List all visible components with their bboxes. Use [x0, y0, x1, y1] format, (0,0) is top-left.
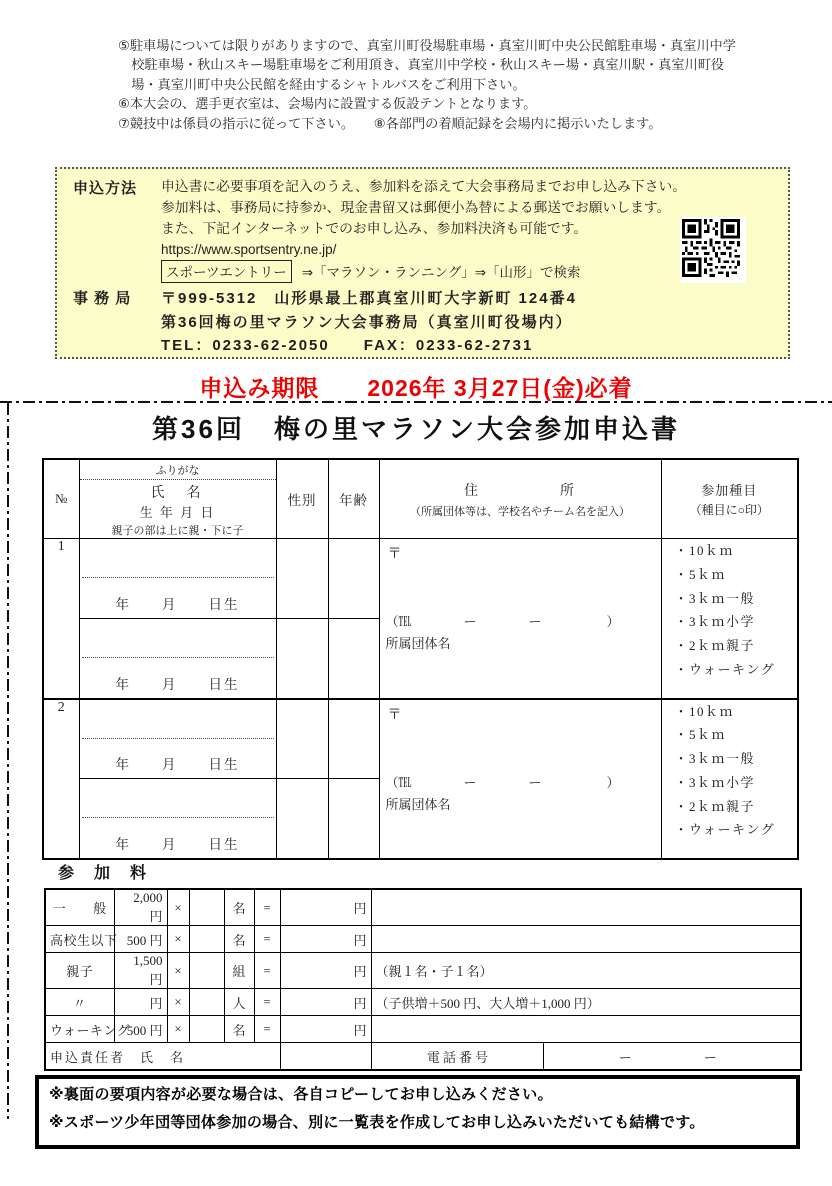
header-event-label: 参加種目 [701, 483, 758, 498]
equals-sign: = [254, 953, 280, 989]
fee-count-field [189, 889, 224, 926]
fee-category: ウォーキング [45, 1016, 114, 1043]
event-option: ・2ｋｍ親子 [674, 798, 756, 814]
deadline-text: 申込み期限 2026年 3月27日(金)必着 [199, 375, 633, 401]
fee-amount-field: 円 [280, 926, 371, 953]
fee-row-general [45, 889, 801, 926]
age-field [328, 619, 379, 699]
fee-count-field [189, 953, 224, 989]
birthdate-label: 年 月 日生 [115, 836, 240, 852]
gender-field [276, 539, 328, 619]
event-option: ・ウォーキング [674, 661, 776, 677]
application-info-box [55, 167, 790, 359]
fee-count-field [189, 1016, 224, 1043]
group-name-label: 所属団体名 [385, 636, 451, 651]
sports-entry-label: スポーツエントリー [161, 260, 292, 283]
tel-line: （℡ ー ー ） [385, 614, 620, 629]
fee-unit: 組 [224, 953, 254, 989]
fee-category: 高校生以下 [45, 926, 114, 953]
entry-url: https://www.sportsentry.ne.jp/ [161, 241, 337, 257]
fee-heading: 参 加 料 [58, 865, 149, 882]
gender-field [276, 779, 328, 859]
row-number: 2 [43, 699, 79, 859]
fee-unit: 名 [224, 889, 254, 926]
entry-search-path: ⇒「マラソン・ランニング」⇒「山形」で検索 [301, 265, 581, 281]
method-line: 申込書に必要事項を記入のうえ、参加料を添えて大会事務局までお申し込み下さい。 [161, 179, 687, 194]
fee-amount-field: 円 [280, 953, 371, 989]
header-address [379, 459, 661, 539]
header-age: 年齢 [328, 459, 379, 539]
equals-sign: = [254, 926, 280, 953]
fee-price: 500 円 [114, 1016, 167, 1043]
event-option: ・10ｋｍ [674, 543, 735, 558]
office-label: 事 務 局 [73, 289, 132, 307]
furigana-line [82, 738, 274, 739]
address-field [379, 699, 661, 859]
phone-label: 電話番号 [376, 1043, 544, 1069]
fee-row-ditto [45, 989, 801, 1016]
fee-category: 〃 [45, 989, 114, 1016]
phone-field: ー ー [618, 1049, 721, 1065]
event-option: ・2ｋｍ親子 [674, 638, 756, 654]
fee-unit: 人 [224, 989, 254, 1016]
note-changing-room: ⑥本大会の、選手更衣室は、会場内に設置する仮設テントとなります。 [118, 96, 537, 112]
age-field [328, 699, 379, 779]
fee-row-highschool [45, 926, 801, 953]
office-tel-fax-line: TEL：0233-62-2050 FAX：0233-62-2731 [161, 337, 534, 355]
fee-price: 500 円 [114, 926, 167, 953]
header-address-label: 住 所 [464, 483, 576, 499]
birthdate-label: 年 月 日生 [115, 676, 240, 692]
fee-amount-field: 円 [280, 989, 371, 1016]
entry-table-header-row [43, 459, 798, 539]
equals-sign: = [254, 989, 280, 1016]
event-option: ・ウォーキング [674, 822, 776, 838]
fee-count-field [189, 989, 224, 1016]
multiply-sign: × [167, 926, 189, 953]
furigana-line [82, 657, 274, 658]
header-birthdate-label: 生 年 月 日 [139, 505, 216, 520]
event-option: ・3ｋｍ一般 [674, 751, 756, 767]
postal-mark: 〒 [387, 707, 402, 723]
furigana-line [82, 577, 274, 578]
bottom-note-copy: ※裏面の要項内容が必要な場合は、各自コピーしてお申し込みください。 [49, 1086, 553, 1103]
name-field-parent [79, 699, 276, 779]
note-instructions-and-results: ⑦競技中は係員の指示に従って下さい。 ⑧各部門の着順記録を会場内に掲示いたします。 [118, 115, 662, 131]
event-option: ・3ｋｍ小学 [674, 774, 756, 790]
method-label: 申込方法 [73, 180, 138, 197]
age-field [328, 539, 379, 619]
fee-amount-field: 円 [280, 1016, 371, 1043]
multiply-sign: × [167, 1016, 189, 1043]
fee-amount-field: 円 [280, 889, 371, 926]
bottom-notes-box [35, 1075, 800, 1149]
phone-section [371, 1043, 801, 1071]
event-options [661, 699, 798, 859]
fee-category: 一 般 [45, 889, 114, 926]
equals-sign: = [254, 889, 280, 926]
name-field-child [79, 779, 276, 859]
fee-row-parent-child [45, 953, 801, 989]
event-option: ・5ｋｍ [674, 566, 727, 582]
age-field [328, 779, 379, 859]
tel-line: （℡ ー ー ） [385, 774, 620, 790]
fee-price: 2,000 円 [114, 889, 167, 926]
event-options [661, 539, 798, 699]
method-line: また、下記インターネットでのお申し込み、参加料決済も可能です。 [161, 220, 588, 236]
entry-row-1 [43, 539, 798, 619]
multiply-sign: × [167, 953, 189, 989]
header-event-note: （種目に○印） [689, 503, 769, 517]
fee-note: （親１名・子１名） [371, 953, 801, 989]
bottom-note-group: ※スポーツ少年団等団体参加の場合、別に一覧表を作成してお申し込みいただいても結構です。 [49, 1114, 705, 1131]
name-field-child [79, 619, 276, 699]
header-parent-child-note: 親子の部は上に親・下に子 [111, 525, 244, 537]
header-name [79, 459, 276, 539]
name-field-parent [79, 539, 276, 619]
header-address-note: （所属団体等は、学校名やチーム名を記入） [410, 505, 630, 518]
fee-row-walking [45, 1016, 801, 1043]
multiply-sign: × [167, 889, 189, 926]
fee-note [371, 926, 801, 953]
address-field [379, 539, 661, 699]
cut-line-horizontal [0, 401, 832, 403]
header-event [661, 459, 798, 539]
fee-note [371, 1016, 801, 1043]
event-option: ・3ｋｍ一般 [674, 590, 756, 606]
group-name-label: 所属団体名 [385, 796, 451, 812]
header-gender: 性別 [276, 459, 328, 539]
birthdate-label: 年 月 日生 [115, 597, 240, 612]
header-name-label: 氏 名 [150, 486, 205, 501]
fee-category: 親子 [45, 953, 114, 989]
entry-row-2 [43, 699, 798, 779]
qr-code-icon [680, 217, 746, 283]
responsible-name-field [280, 1043, 371, 1071]
gender-field [276, 699, 328, 779]
fee-price: 円 [114, 989, 167, 1016]
gender-field [276, 619, 328, 699]
fee-table [44, 888, 802, 1071]
furigana-line [82, 817, 274, 818]
top-notes [118, 36, 742, 133]
event-option: ・3ｋｍ小学 [674, 614, 756, 630]
fee-unit: 名 [224, 1016, 254, 1043]
office-name-line: 第36回梅の里マラソン大会事務局（真室川町役場内） [161, 313, 573, 331]
header-furigana: ふりがな [80, 460, 276, 480]
office-address-line: 〒999-5312 山形県最上郡真室川町大字新町 124番4 [161, 289, 577, 307]
postal-mark: 〒 [387, 547, 402, 562]
note-parking: ⑤駐車場については限りがありますので、真室川町役場駐車場・真室川町中央公民館駐車場・真室川中学校駐車場・秋山スキー場駐車場をご利用頂き、真室川中学校・秋山スキー場・真室川駅・真室川町役場・真室川町中央公民館を経由するシャトルバスをご利用下さい。 [118, 38, 736, 92]
entry-table [42, 458, 799, 860]
fee-note [371, 889, 801, 926]
fee-note: （子供増＋500 円、大人増＋1,000 円） [371, 989, 801, 1016]
event-option: ・5ｋｍ [674, 727, 727, 743]
responsible-person-label: 申込責任者 氏 名 [45, 1043, 280, 1071]
office-content [161, 287, 778, 358]
row-number: 1 [43, 539, 79, 699]
fee-unit: 名 [224, 926, 254, 953]
method-line: 参加料は、事務局に持参か、現金書留又は郵便小為替による郵送でお願いします。 [161, 199, 671, 215]
equals-sign: = [254, 1016, 280, 1043]
fee-count-field [189, 926, 224, 953]
multiply-sign: × [167, 989, 189, 1016]
fee-footer-row [45, 1043, 801, 1071]
form-title: 第36回 梅の里マラソン大会参加申込書 [152, 414, 680, 444]
cut-line-vertical-left [7, 403, 9, 1119]
fee-price: 1,500 円 [114, 953, 167, 989]
header-no: № [43, 459, 79, 539]
event-option: ・10ｋｍ [674, 703, 735, 719]
birthdate-label: 年 月 日生 [115, 757, 240, 772]
